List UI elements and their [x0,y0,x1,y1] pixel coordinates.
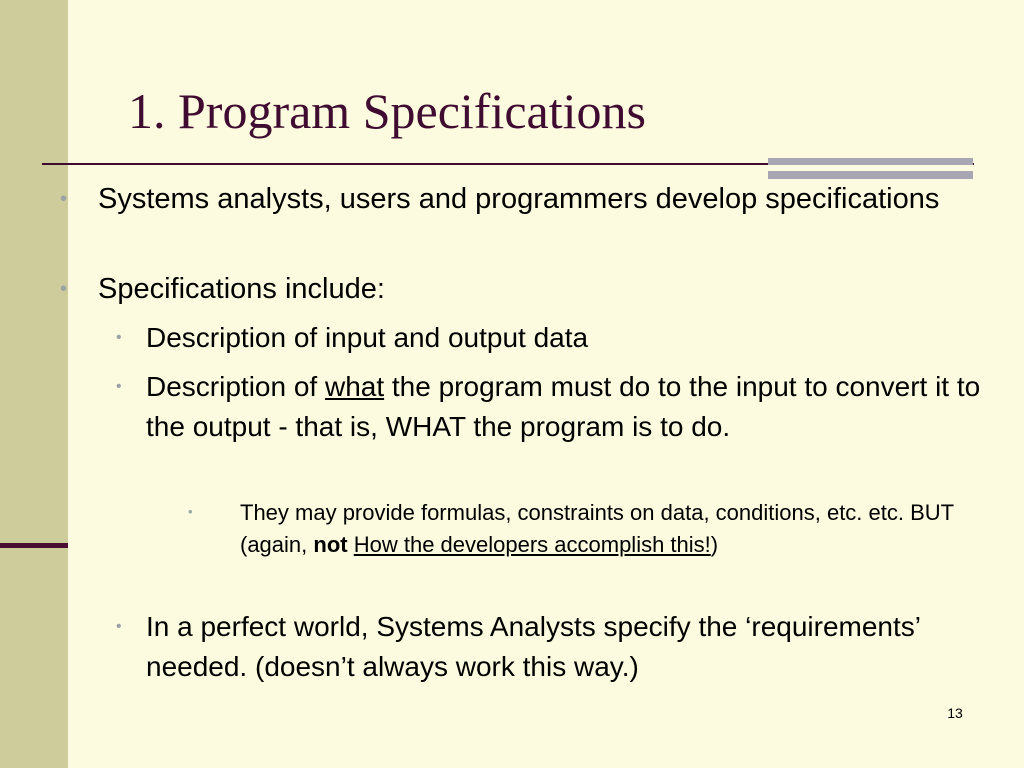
bold-word: not [313,532,348,557]
bullet-text: Specifications include: [98,273,385,305]
bullet-icon: • [116,618,122,635]
sub-sub-bullet-item [188,497,1000,561]
bullet-icon: • [188,504,193,519]
sub-bullet-item [116,318,1006,358]
bullet-text: In a perfect world, Systems Analysts specify the ‘requirements’ needed. (doesn’t always work this way.) [146,611,920,682]
bullet-text: Systems analysts, users and programmers develop specifications [98,183,940,215]
bullet-icon: • [116,378,122,395]
bullet-text-post: ) [710,532,719,557]
page-number: 13 [947,705,963,721]
sub-bullet-item [116,367,1006,447]
bullet-icon: • [116,329,122,346]
bullet-item [60,269,958,309]
underlined-phrase: How the developers accomplish this! [353,532,711,557]
underlined-word: what [324,371,385,402]
bullet-text-pre: They may provide formulas, constraints on data, conditions, etc. etc. BUT (again, [240,500,954,557]
bullet-text: Description of input and output data [146,322,589,353]
bullet-text-pre: Description of [146,371,325,402]
bullet-icon: • [60,188,68,210]
bullet-icon: • [60,278,68,300]
bullet-text-post: the program must do to the input to convert it to the output - that is, WHAT the program is to do. [146,371,981,442]
slide-title: 1. Program Specifications [128,83,646,139]
sub-bullet-item [116,607,1006,687]
bullet-item [60,179,958,219]
